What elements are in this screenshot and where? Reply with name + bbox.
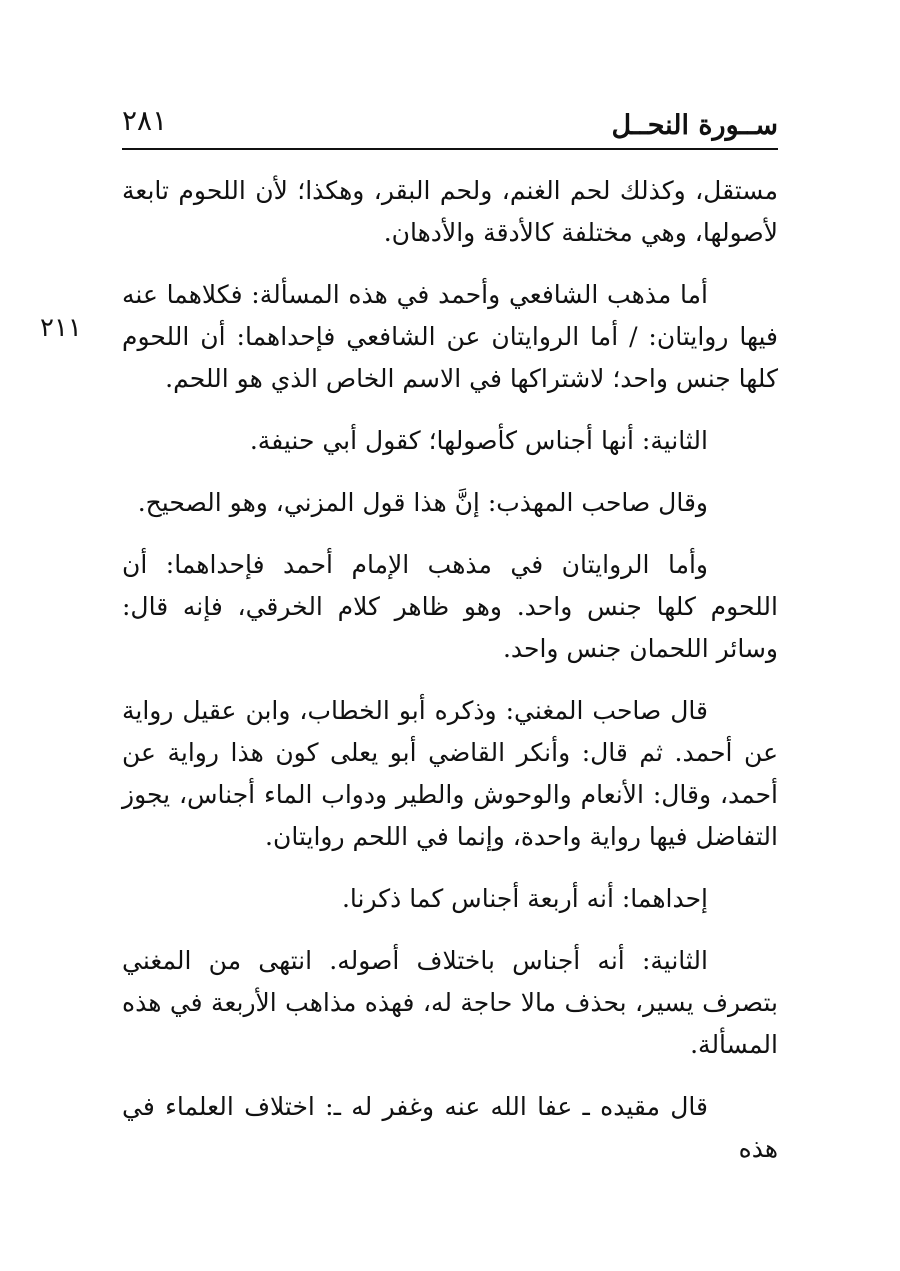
paragraph-9: قال مقيده ـ عفا الله عنه وغفر له ـ: اختلاف العلماء في هذه [122,1092,778,1163]
paragraph-1: مستقل، وكذلك لحم الغنم، ولحم البقر، وهكذا؛ لأن اللحوم تابعة لأصولها، وهي مختلفة كالأدقة والأدهان. [122,176,778,247]
page-header [122,104,778,150]
surah-title: ســورة النحــل [611,110,778,141]
body-text [122,170,778,1190]
margin-page-reference: ٢١١ [40,313,82,343]
paragraph-4: وقال صاحب المهذب: إنَّ هذا قول المزني، وهو الصحيح. [137,488,708,517]
paragraph-7: إحداهما: أنه أربعة أجناس كما ذكرنا. [341,884,708,913]
page-number: ٢٨١ [122,104,168,137]
paragraph-3: الثانية: أنها أجناس كأصولها؛ كقول أبي حنيفة. [249,426,708,455]
paragraph-2: أما مذهب الشافعي وأحمد في هذه المسألة: فكلاهما عنه فيها روايتان: / أما الروايتان عن الشافعي فإحداهما: أن اللحوم كلها جنس واحد؛ لاشتراكها في الاسم الخاص الذي هو اللحم. [122,280,778,393]
paragraph-6: قال صاحب المغني: وذكره أبو الخطاب، وابن عقيل رواية عن أحمد. ثم قال: وأنكر القاضي أبو يعلى كون هذا رواية عن أحمد، وقال: الأنعام والوحوش والطير ودواب الماء أجناس، يجوز التفاضل فيها رواية واحدة، وإنما في اللحم روايتان. [122,696,778,851]
paragraph-5: وأما الروايتان في مذهب الإمام أحمد فإحداهما: أن اللحوم كلها جنس واحد. وهو ظاهر كلام الخرقي، فإنه قال: وسائر اللحمان جنس واحد. [122,550,778,663]
paragraph-8: الثانية: أنه أجناس باختلاف أصوله. انتهى من المغني بتصرف يسير، بحذف مالا حاجة له، فهذه مذاهب الأربعة في هذه المسألة. [122,946,778,1059]
